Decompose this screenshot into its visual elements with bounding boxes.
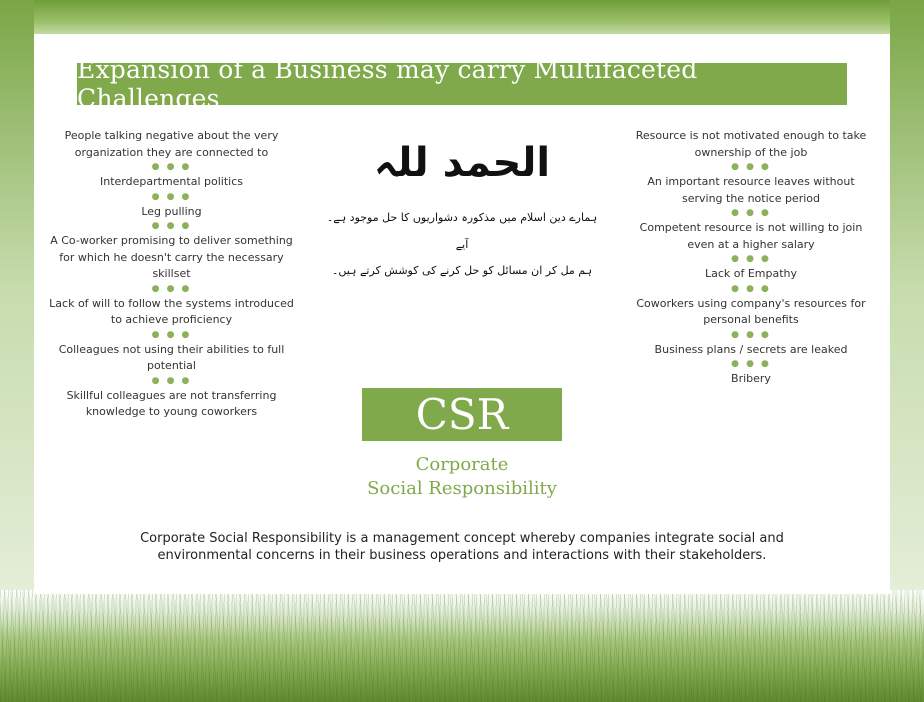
list-item: A Co-worker promising to deliver something for which he doesn't carry the necessary skillset [50,234,293,280]
list-item: Resource is not motivated enough to take ownership of the job [635,129,867,159]
separator-dots-icon: ● ● ● [731,329,771,340]
csr-full-name [330,453,594,501]
right-challenges-list [628,128,874,388]
urdu-line-3: ہم مل کر ان مسائل کو حل کرنے کی کوشش کرتے ہیں۔ [331,264,593,277]
list-item: Colleagues not using their abilities to full potential [58,342,285,372]
separator-dots-icon: ● ● ● [151,191,192,202]
csr-abbreviation: CSR [415,390,509,439]
separator-dots-icon: ● ● ● [731,254,771,264]
grass-field-image [0,590,924,702]
left-challenges-list [44,128,299,421]
list-item: Bribery [731,372,771,385]
csr-description: Corporate Social Responsibility is a management concept whereby companies integrate social and environmental concerns in their business operations and interactions with their stakeholders. [140,531,784,563]
list-item: Competent resource is not willing to join even at a higher salary [639,221,863,251]
separator-dots-icon: ● ● ● [731,208,771,218]
list-item: Interdepartmental politics [100,175,243,188]
list-item: Coworkers using company's resources for personal benefits [636,296,866,326]
urdu-line-2: آیے [455,238,469,251]
background-right-band [890,0,924,640]
list-item: Lack of will to follow the systems introduced to achieve proficiency [49,296,294,326]
separator-dots-icon: ● ● ● [151,221,192,231]
list-item: Leg pulling [141,204,202,218]
csr-name-line-1: Corporate [415,454,509,475]
separator-dots-icon: ● ● ● [151,375,192,386]
page-title: Expansion of a Business may carry Multifaceted Challenges [77,55,698,113]
list-item: Business plans / secrets are leaked [654,342,848,356]
list-item: People talking negative about the very organization they are connected to [64,129,279,159]
separator-dots-icon: ● ● ● [151,329,192,340]
background-left-band [0,0,34,640]
list-item: Lack of Empathy [704,267,798,280]
csr-banner [362,388,562,441]
csr-name-line-2: Social Responsibility [367,478,557,499]
separator-dots-icon: ● ● ● [731,359,771,369]
list-item: Skillful colleagues are not transferring knowledge to young coworkers [66,388,277,418]
list-item: An important resource leaves without serving the notice period [647,175,855,205]
separator-dots-icon: ● ● ● [151,162,192,172]
separator-dots-icon: ● ● ● [731,283,771,294]
urdu-line-1: ہمارے دین اسلام میں مذکورہ دشواریوں کا حل موجود ہے۔ [326,211,598,224]
separator-dots-icon: ● ● ● [151,283,192,294]
title-banner [77,55,847,113]
arabic-heading: الحمد للہ [373,140,551,186]
separator-dots-icon: ● ● ● [731,162,771,172]
